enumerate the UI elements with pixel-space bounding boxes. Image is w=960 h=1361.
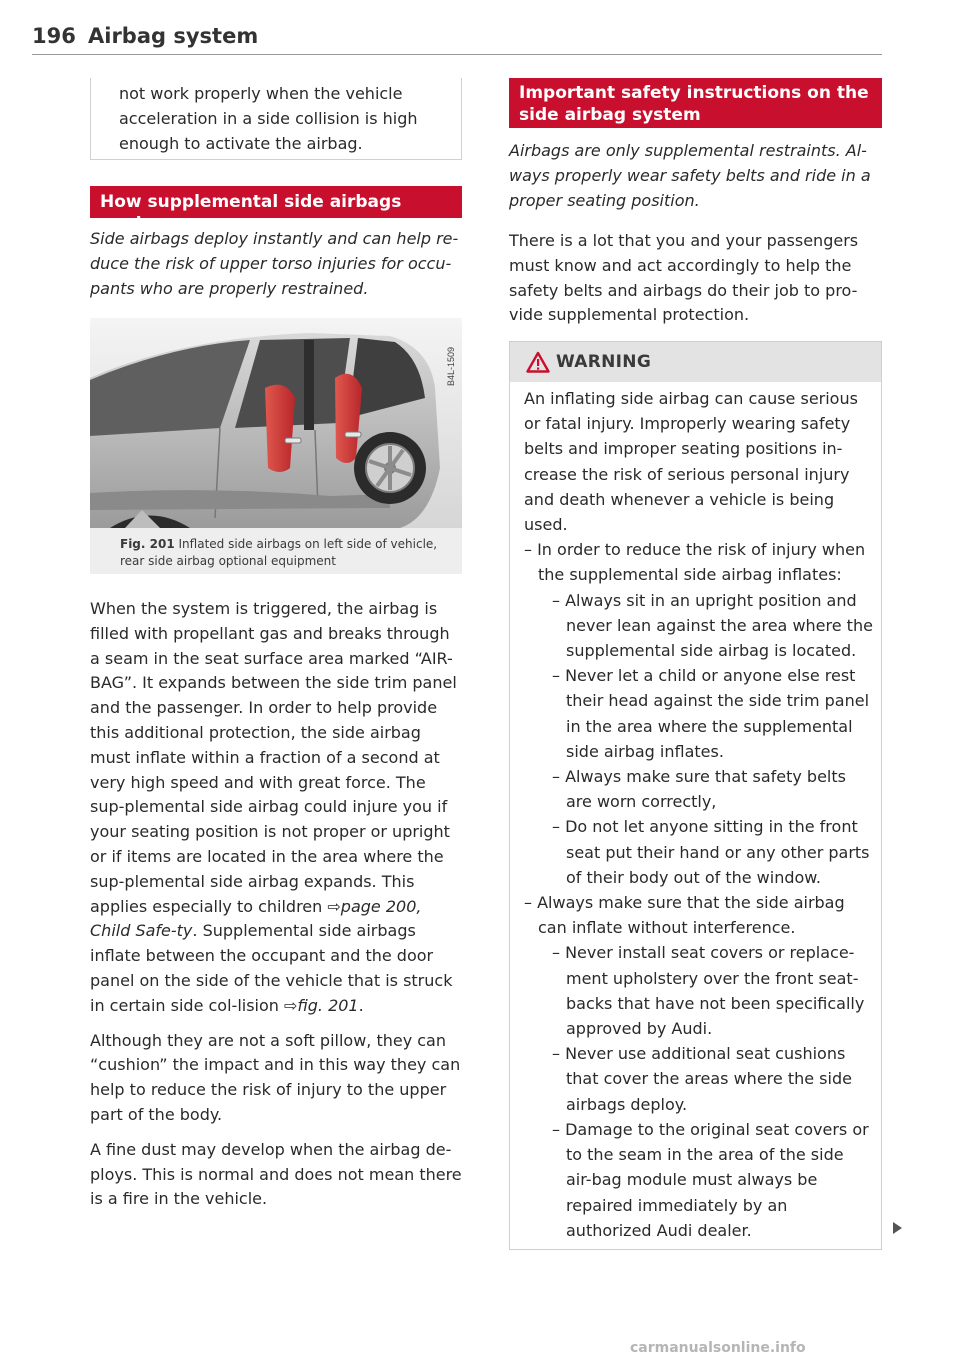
warning-triangle-icon xyxy=(526,351,550,373)
page-number: 196 xyxy=(32,24,76,48)
figure-caption-text: Inflated side airbags on left side of vehicle, rear side airbag optional equipment xyxy=(120,537,438,568)
figure-label: Fig. 201 xyxy=(120,537,175,551)
warning-title: WARNING xyxy=(556,352,652,372)
intro-supplemental-restraints: Airbags are only supplemental restraints. Al-ways properly wear safety belts and ride in a proper seating position. xyxy=(509,141,871,210)
warning-text: An inflating side airbag can cause serious or fatal injury. Improperly wearing safety belts and improper seating positions in-crease the risk of serious personal injury and death whenever a vehicle is being used. xyxy=(524,389,858,535)
link-fig-201[interactable]: ⇨fig. 201 xyxy=(284,995,359,1015)
warning-bullet-2: – Always make sure that the side airbag can inflate without interference. xyxy=(524,893,845,938)
heading-important-safety: Important safety instructions on the side airbag system xyxy=(509,78,882,128)
left-body xyxy=(90,597,462,1222)
warning-body xyxy=(524,386,874,1243)
warning-bullet-1d: – Do not let anyone sitting in the front seat put their hand or any other parts of their body out of the window. xyxy=(552,817,870,887)
warning-box xyxy=(509,341,882,1250)
warning-bullet-2c: – Damage to the original seat covers or to the seam in the area of the side air-bag module must always be repaired immediately by an authorized Audi dealer. xyxy=(552,1119,869,1240)
heading-side-airbags-work: How supplemental side airbags work xyxy=(90,186,462,218)
p1-part-b: . Supplemental side airbags inflate between the occupant and the door panel on the side of the vehicle that is struck in certain side col-lision xyxy=(90,921,453,1015)
warning-bullet-2a: – Never install seat covers or replace-ment upholstery over the front seat-backs that have not been specifically approved by Audi. xyxy=(552,943,865,1039)
continuation-box xyxy=(90,78,462,160)
figure-code-text: B4L-1509 xyxy=(446,346,456,386)
warning-bullet-1c: – Always make sure that safety belts are worn correctly, xyxy=(552,767,846,812)
paragraph-passengers: There is a lot that you and your passengers must know and act accordingly to help the safety belts and airbags do their job to pro-vide supplemental protection. xyxy=(509,231,859,325)
intro-side-airbags: Side airbags deploy instantly and can help re-duce the risk of upper torso injuries for occu-pants who are properly restrained. xyxy=(90,229,459,298)
p1-part-a: When the system is triggered, the airbag is filled with propellant gas and breaks through a seam in the seat surface area marked “AIR-BAG”. It expands between the side trim panel and the passenger. In order to help provide this additional protection, the side airbag must inflate within a fraction of a second at very high speed and with great force. The sup-plemental side airbag could injure you if your seating position is not proper or upright or if items are located in the area where the sup-plemental side airbag expands. This applies especially to children xyxy=(90,599,457,916)
link-child-safety[interactable]: ⇨page 200, Child Safe-ty xyxy=(90,896,422,941)
vehicle-illustration xyxy=(90,318,462,528)
figure-201 xyxy=(90,318,462,574)
paragraph-triggered xyxy=(90,597,462,1019)
page-header xyxy=(32,24,882,55)
continuation-text: not work properly when the vehicle acceleration in a side collision is high enough to activate the airbag. xyxy=(119,84,418,153)
paragraph-dust: A fine dust may develop when the airbag de-ploys. This is normal and does not mean there is a fire in the vehicle. xyxy=(90,1139,462,1209)
figure-code xyxy=(445,328,457,388)
warning-bullet-1: – In order to reduce the risk of injury when the supplemental side airbag inflates: xyxy=(524,540,866,585)
p1-part-c: . xyxy=(358,995,364,1015)
section-title: Airbag system xyxy=(88,24,259,48)
continue-arrow-icon xyxy=(893,1222,902,1234)
figure-caption xyxy=(120,536,460,570)
warning-bullet-1a: – Always sit in an upright position and never lean against the area where the supplemental side airbag is located. xyxy=(552,590,873,661)
warning-bullet-1b: – Never let a child or anyone else rest their head against the side trim panel in the area where the supplemental side airbag inflates. xyxy=(552,666,870,761)
paragraph-cushion: Although they are not a soft pillow, they can “cushion” the impact and in this way they can help to reduce the risk of injury to the upper part of the body. xyxy=(90,1030,461,1124)
warning-header xyxy=(510,342,881,382)
watermark: carmanualsonline.info xyxy=(630,1340,806,1356)
warning-bullet-2b: – Never use additional seat cushions that cover the areas where the side airbags deploy. xyxy=(552,1044,852,1114)
